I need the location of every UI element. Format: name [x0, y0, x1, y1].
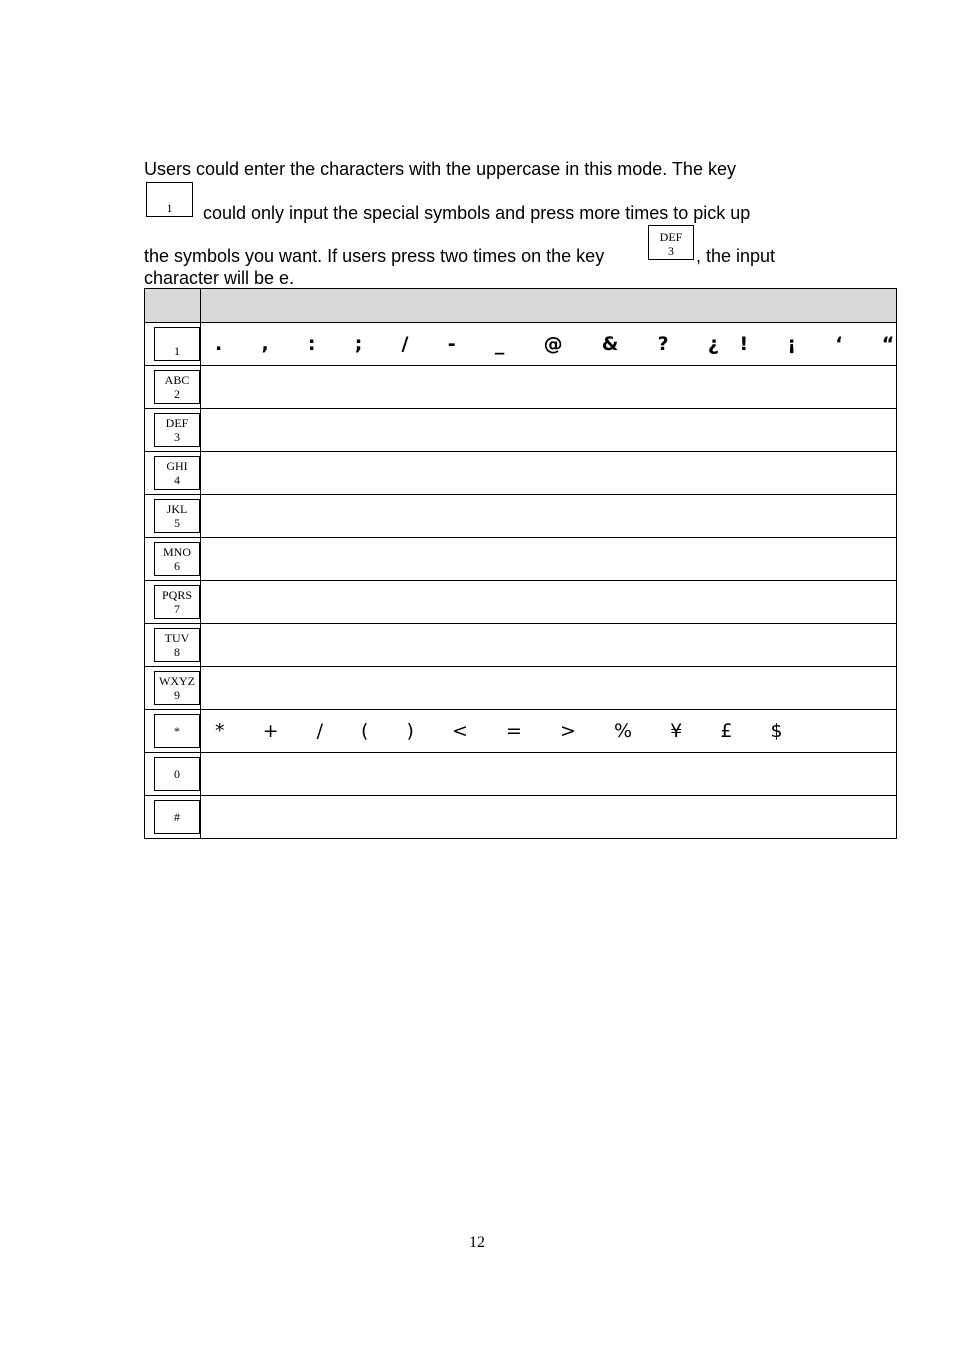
- key-cell: [145, 753, 201, 796]
- symbols-cell: [201, 452, 897, 495]
- symbols-cell: [201, 796, 897, 839]
- intro-line-3a: the symbols you want. If users press two times on the key: [144, 246, 605, 266]
- symbols-text: . , : ; / - _ @ & ? ¿ ! ¡ ‘ “: [215, 333, 897, 355]
- key-cell: [145, 624, 201, 667]
- key-1-icon: [154, 327, 200, 361]
- table-header-row: [145, 289, 897, 323]
- table-row: [145, 366, 897, 409]
- key-cell: [145, 366, 201, 409]
- key-letters: PQRS: [161, 588, 193, 602]
- symbols-cell: [201, 710, 897, 753]
- key-number: *: [174, 724, 180, 738]
- key-number: 6: [174, 559, 180, 573]
- key-9-icon: [154, 671, 200, 705]
- inline-key-3: [648, 225, 694, 260]
- key-number: 9: [174, 688, 180, 702]
- key-letters: GHI: [166, 459, 188, 473]
- key-letters: WXYZ: [159, 674, 195, 688]
- inline-key-1: [146, 182, 193, 217]
- intro-line-3b: , the input: [696, 246, 776, 266]
- key-7-icon: [154, 585, 200, 619]
- key-cell: [145, 796, 201, 839]
- key-star-icon: [154, 714, 200, 748]
- table-row: [145, 323, 897, 366]
- key-0-icon: [154, 757, 200, 791]
- key-letters: MNO: [162, 545, 191, 559]
- table-row: [145, 796, 897, 839]
- table-row: [145, 495, 897, 538]
- symbols-cell: [201, 538, 897, 581]
- key-number: 3: [174, 430, 180, 444]
- symbols-cell: [201, 581, 897, 624]
- symbols-cell: [201, 495, 897, 538]
- intro-line-1: Users could enter the characters with the uppercase in this mode. The key: [144, 159, 736, 179]
- table-row: [145, 710, 897, 753]
- key-cell: [145, 495, 201, 538]
- symbols-cell: [201, 409, 897, 452]
- intro-line-2: could only input the special symbols and press more times to pick up: [203, 203, 751, 223]
- key-5-icon: [154, 499, 200, 533]
- header-symbols-cell: [201, 289, 897, 323]
- key-number: 2: [174, 387, 180, 401]
- symbols-cell: [201, 323, 897, 366]
- table-row: [145, 538, 897, 581]
- key-cell: [145, 710, 201, 753]
- key-letters: TUV: [164, 631, 190, 645]
- key-letters: JKL: [166, 502, 188, 516]
- header-key-cell: [145, 289, 201, 323]
- symbols-cell: [201, 366, 897, 409]
- inline-key-3-number: 3: [668, 244, 674, 258]
- key-letters: DEF: [165, 416, 189, 430]
- table-row: [145, 753, 897, 796]
- inline-key-1-number: 1: [166, 201, 173, 215]
- table-row: [145, 667, 897, 710]
- symbols-text: * + / ( ) < = > % ¥ £ $: [215, 720, 785, 742]
- key-number: 7: [174, 602, 180, 616]
- symbols-cell: [201, 667, 897, 710]
- key-8-icon: [154, 628, 200, 662]
- key-number: 1: [174, 344, 180, 358]
- inline-key-3-letters: DEF: [659, 230, 683, 244]
- symbols-cell: [201, 624, 897, 667]
- table-row: [145, 624, 897, 667]
- intro-line-4: character will be e.: [144, 268, 295, 288]
- key-number: 5: [174, 516, 180, 530]
- key-number: 0: [174, 767, 180, 781]
- page-number: 12: [469, 1234, 485, 1251]
- key-hash-icon: [154, 800, 200, 834]
- table-row: [145, 452, 897, 495]
- symbols-cell: [201, 753, 897, 796]
- key-number: #: [174, 810, 180, 824]
- key-4-icon: [154, 456, 200, 490]
- key-cell: [145, 323, 201, 366]
- key-cell: [145, 581, 201, 624]
- key-cell: [145, 452, 201, 495]
- table-row: [145, 581, 897, 624]
- key-letters: ABC: [164, 373, 190, 387]
- key-cell: [145, 667, 201, 710]
- key-number: 8: [174, 645, 180, 659]
- key-3-icon: [154, 413, 200, 447]
- keypad-symbol-table: [144, 288, 897, 839]
- key-6-icon: [154, 542, 200, 576]
- key-number: 4: [174, 473, 180, 487]
- table-row: [145, 409, 897, 452]
- key-cell: [145, 409, 201, 452]
- key-2-icon: [154, 370, 200, 404]
- key-cell: [145, 538, 201, 581]
